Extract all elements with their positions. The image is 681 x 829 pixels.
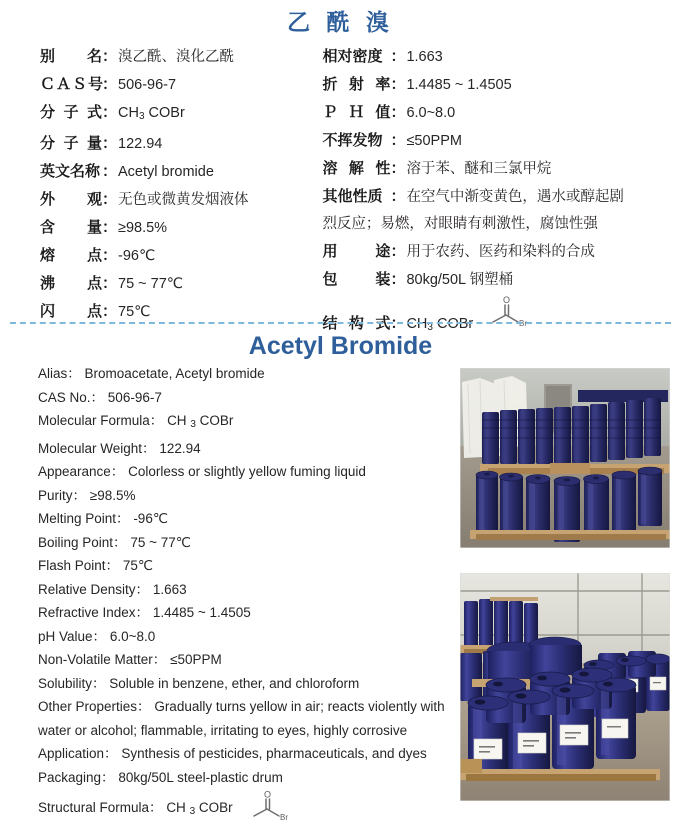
spec-row-other-properties [322,183,673,211]
spec-row-application [322,238,673,266]
en-row-application [38,742,448,766]
structural-formula-diagram-chinese [489,294,537,337]
spec-value-refractive-index: 1.4485 ~ 1.4505 [406,77,512,93]
spec-label-english-name: 英文名称 ： [40,163,118,180]
en-value-appearance: Colorless or slightly yellow fuming liquid [128,464,366,479]
product-photo-blue-drums-on-pallets-warehouse [460,368,670,548]
structure-oxygen-label: O [503,295,511,305]
spec-value-ph: 6.0~8.0 [406,105,456,121]
spec-label-appearance: 外 观 ： [40,191,118,208]
en-row-molecular-weight [38,437,448,461]
en-row-non-volatile-matter [38,648,448,672]
spec-label-purity: 含 量 ： [40,219,118,236]
en-row-ph-value [38,625,448,649]
structure-bromine-label: Br [280,813,289,821]
en-label-relative-density: Relative Density： [38,581,150,597]
spec-row-solubility [322,155,673,183]
spec-label-melting-point: 熔 点 ： [40,247,118,264]
en-row-structural-formula [38,789,448,829]
spec-row-refractive-index [322,71,673,99]
en-label-appearance: Appearance： [38,464,125,479]
en-value-cas: 506-96-7 [107,389,162,405]
en-value-relative-density: 1.663 [152,581,187,597]
structure-bromine-label: Br [519,319,528,328]
en-label-cas: CAS No.： [38,389,105,405]
en-value-ph-value: 6.0~8.0 [109,628,156,644]
en-value-application: Synthesis of pesticides, pharmaceuticals, and dyes [121,746,427,761]
en-value-non-volatile-matter: ≤50PPM [170,652,222,667]
en-row-packaging [38,766,448,790]
spec-value-english-name: Acetyl bromide [118,164,214,180]
en-row-solubility [38,672,448,696]
spec-label-ph: Ｐ Ｈ 值 ： [322,104,406,121]
en-row-appearance [38,460,448,484]
en-value-solubility: Soluble in benzene, ether, and chloroform [109,675,360,691]
spec-value-boiling-point: 75 ~ 77℃ [118,276,184,292]
en-value-flash-point: 75℃ [122,558,153,573]
spec-label-refractive-index: 折 射 率 ： [322,76,406,93]
en-label-purity: Purity： [38,487,87,503]
en-value-alias: Bromoacetate, Acetyl bromide [84,366,265,381]
spec-row-english-name [40,158,322,186]
spec-value-solubility: 溶于苯、醚和三氯甲烷 [406,161,552,177]
spec-row-ph [322,99,673,127]
en-value-refractive-index: 1.4485 ~ 1.4505 [152,605,251,620]
spec-value-relative-density: 1.663 [406,49,443,65]
structure-oxygen-label: O [264,789,272,800]
en-row-purity [38,484,448,508]
en-value-melting-point: -96℃ [133,511,168,526]
en-label-packaging: Packaging： [38,769,115,785]
spec-value-purity: ≥98.5% [118,220,168,236]
en-label-molecular-weight: Molecular Weight： [38,440,156,456]
spec-label-structural-formula: 结 构 式 ： [322,315,406,332]
spec-label-boiling-point: 沸 点 ： [40,275,118,292]
spec-label-solubility: 溶 解 性 ： [322,160,406,177]
spec-value-other-properties-continued: 烈反应；易燃，对眼睛有刺激性，腐蚀性强 [322,216,598,232]
structural-formula-diagram-english [250,789,298,829]
spec-row-weight [40,130,322,158]
spec-row-appearance [40,186,322,214]
en-row-relative-density [38,578,448,602]
spec-row-cas [40,71,322,99]
spec-label-packaging: 包 装 ： [322,271,406,288]
spec-row-melting-point [40,242,322,270]
spec-label-alias: 别 名 ： [40,48,118,65]
spec-value-structural-formula: $CH_3$ COBr [406,316,474,333]
spec-row-purity [40,214,322,242]
en-row-boiling-point [38,531,448,555]
chinese-spec-table [0,43,681,341]
en-value-molecular-weight: 122.94 [159,440,201,456]
en-row-flash-point [38,554,448,578]
en-label-structural-formula: Structural Formula： [38,800,163,815]
en-row-refractive-index [38,601,448,625]
en-label-other-properties: Other Properties： [38,699,151,714]
spec-row-formula [40,99,322,130]
spec-label-cas: ＣＡＳ号 ： [40,76,118,93]
en-label-melting-point: Melting Point： [38,511,130,526]
spec-value-nonvolatile: ≤50PPM [406,133,462,149]
chinese-spec-column-right [322,43,673,341]
en-label-flash-point: Flash Point： [38,558,120,573]
spec-value-packaging: 80kg/50L 钢塑桶 [406,272,514,288]
spec-label-relative-density: 相对密度 ： [322,48,406,65]
en-value-purity: ≥98.5% [89,487,136,503]
spec-label-formula: 分 子 式 ： [40,104,118,121]
en-value-packaging: 80kg/50L steel-plastic drum [118,769,283,785]
spec-label-flash-point: 闪 点 ： [40,303,118,320]
spec-row-packaging [322,266,673,294]
english-spec-list [38,362,448,829]
spec-value-formula: $CH_3$ COBr [118,105,185,122]
page-title-english: Acetyl Bromide [248,332,433,360]
spec-row-alias [40,43,322,71]
en-row-cas [38,386,448,410]
spec-value-alias: 溴乙酰、溴化乙酰 [118,49,234,65]
en-value-structural-formula: CH $_3$ COBr [166,800,233,817]
en-label-solubility: Solubility： [38,675,106,691]
en-label-alias: Alias： [38,366,81,381]
en-value-other-properties: Gradually turns yellow in air; reacts violently with water or alcohol; flammable, irritating to eyes, highly corrosive [38,699,445,738]
en-row-alias [38,362,448,386]
spec-label-nonvolatile: 不挥发物 ： [322,132,406,149]
page-title-chinese: 乙 酰 溴 [287,9,394,35]
spec-value-melting-point: -96℃ [118,248,156,264]
chinese-spec-column-left [8,43,322,326]
product-photo-blue-drums-labeled-warehouse [460,573,670,801]
en-value-boiling-point: 75 ~ 77℃ [130,534,191,550]
en-value-molecular-formula: CH $_3$ COBr [167,413,234,430]
spec-row-nonvolatile [322,127,673,155]
spec-value-other-properties: 在空气中渐变黄色，遇水或醇起剧 [406,189,624,205]
spec-value-appearance: 无色或微黄发烟液体 [118,192,249,208]
spec-row-relative-density [322,43,673,71]
spec-label-weight: 分 子 量 ： [40,135,118,152]
spec-value-weight: 122.94 [118,136,163,152]
en-label-refractive-index: Refractive Index： [38,605,150,620]
en-label-molecular-formula: Molecular Formula： [38,413,164,428]
spec-row-boiling-point [40,270,322,298]
section-divider [10,322,671,324]
spec-value-flash-point: 75℃ [118,304,151,320]
en-row-melting-point [38,507,448,531]
en-label-ph-value: pH Value： [38,628,107,644]
en-row-other-properties [38,695,448,742]
spec-value-cas: 506-96-7 [118,77,177,93]
en-label-boiling-point: Boiling Point： [38,534,127,550]
spec-value-application: 用于农药、医药和染料的合成 [406,244,595,260]
spec-label-other-properties: 其他性质 ： [322,188,406,205]
en-label-non-volatile-matter: Non-Volatile Matter： [38,652,167,667]
en-row-molecular-formula [38,409,448,437]
en-label-application: Application： [38,746,118,761]
spec-label-application: 用 途 ： [322,243,406,260]
